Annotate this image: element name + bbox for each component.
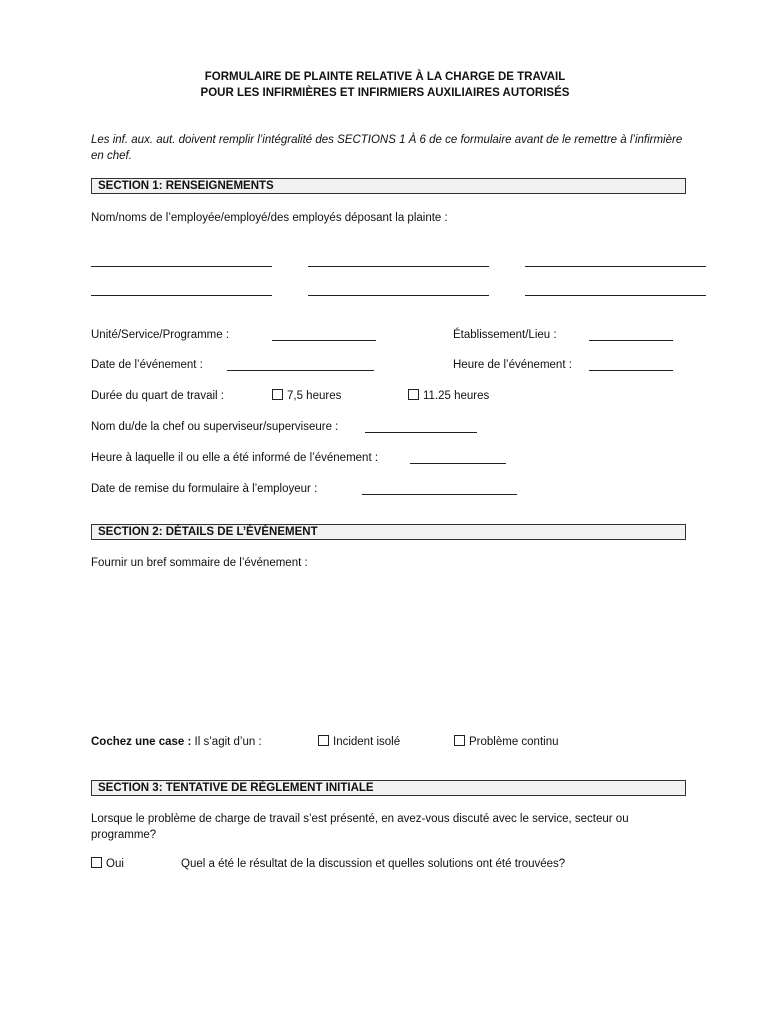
employee-name-field-3[interactable] [525,266,706,267]
employee-names-label: Nom/noms de l’employée/employé/des employés déposant la plainte : [91,212,448,224]
check-one-label: Cochez une case : Il s’agit d’un : [91,736,262,748]
event-time-label: Heure de l’événement : [453,359,572,371]
section2-header: SECTION 2: DÉTAILS DE L’ÉVÉNEMENT [91,524,686,540]
establishment-label: Établissement/Lieu : [453,329,557,341]
summary-textarea[interactable] [91,575,681,720]
employee-name-field-5[interactable] [308,295,489,296]
section1-header: SECTION 1: RENSEIGNEMENTS [91,178,686,194]
shift-duration-label: Durée du quart de travail : [91,390,224,402]
yes-option[interactable]: Oui [91,857,124,871]
form-title-line2: POUR LES INFIRMIÈRES ET INFIRMIERS AUXILIAIRES AUTORISÉS [200,87,570,99]
submission-date-field[interactable] [362,482,517,495]
form-title-line1: FORMULAIRE DE PLAINTE RELATIVE À LA CHARGE DE TRAVAIL [204,71,566,83]
section3-header: SECTION 3: TENTATIVE DE RÈGLEMENT INITIALE [91,780,686,796]
supervisor-field[interactable] [365,420,477,433]
option-ongoing-problem[interactable]: Problème continu [454,735,559,749]
checkbox-icon[interactable] [91,857,102,868]
shift-option-11-25[interactable]: 11.25 heures [408,389,489,403]
event-date-field[interactable] [227,358,374,371]
event-date-label: Date de l’événement : [91,359,203,371]
checkbox-icon[interactable] [408,389,419,400]
checkbox-icon[interactable] [318,735,329,746]
informed-time-label: Heure à laquelle il ou elle a été informé de l’événement : [91,452,379,464]
outcome-question: Quel a été le résultat de la discussion et quelles solutions ont été trouvées? [181,858,566,870]
intro-instructions: Les inf. aux. aut. doivent remplir l’intégralité des SECTIONS 1 À 6 de ce formulaire avant de le remettre à l’infirmière en chef. [91,134,683,162]
employee-name-field-2[interactable] [308,266,489,267]
submission-date-label: Date de remise du formulaire à l’employeur : [91,483,318,495]
shift-option-7-5[interactable]: 7,5 heures [272,389,341,403]
supervisor-label: Nom du/de la chef ou superviseur/superviseure : [91,421,339,433]
unit-field[interactable] [272,328,376,341]
establishment-field[interactable] [589,328,673,341]
outcome-textarea[interactable] [91,878,681,948]
unit-label: Unité/Service/Programme : [91,329,230,341]
employee-name-field-4[interactable] [91,295,272,296]
employee-name-field-1[interactable] [91,266,272,267]
checkbox-icon[interactable] [454,735,465,746]
discussion-question: Lorsque le problème de charge de travail s’est présenté, en avez-vous discuté avec le service, secteur ou programme? [91,813,629,841]
checkbox-icon[interactable] [272,389,283,400]
event-time-field[interactable] [589,358,673,371]
option-isolated-incident[interactable]: Incident isolé [318,735,400,749]
informed-time-field[interactable] [410,451,506,464]
employee-name-field-6[interactable] [525,295,706,296]
summary-label: Fournir un bref sommaire de l’événement : [91,557,308,569]
